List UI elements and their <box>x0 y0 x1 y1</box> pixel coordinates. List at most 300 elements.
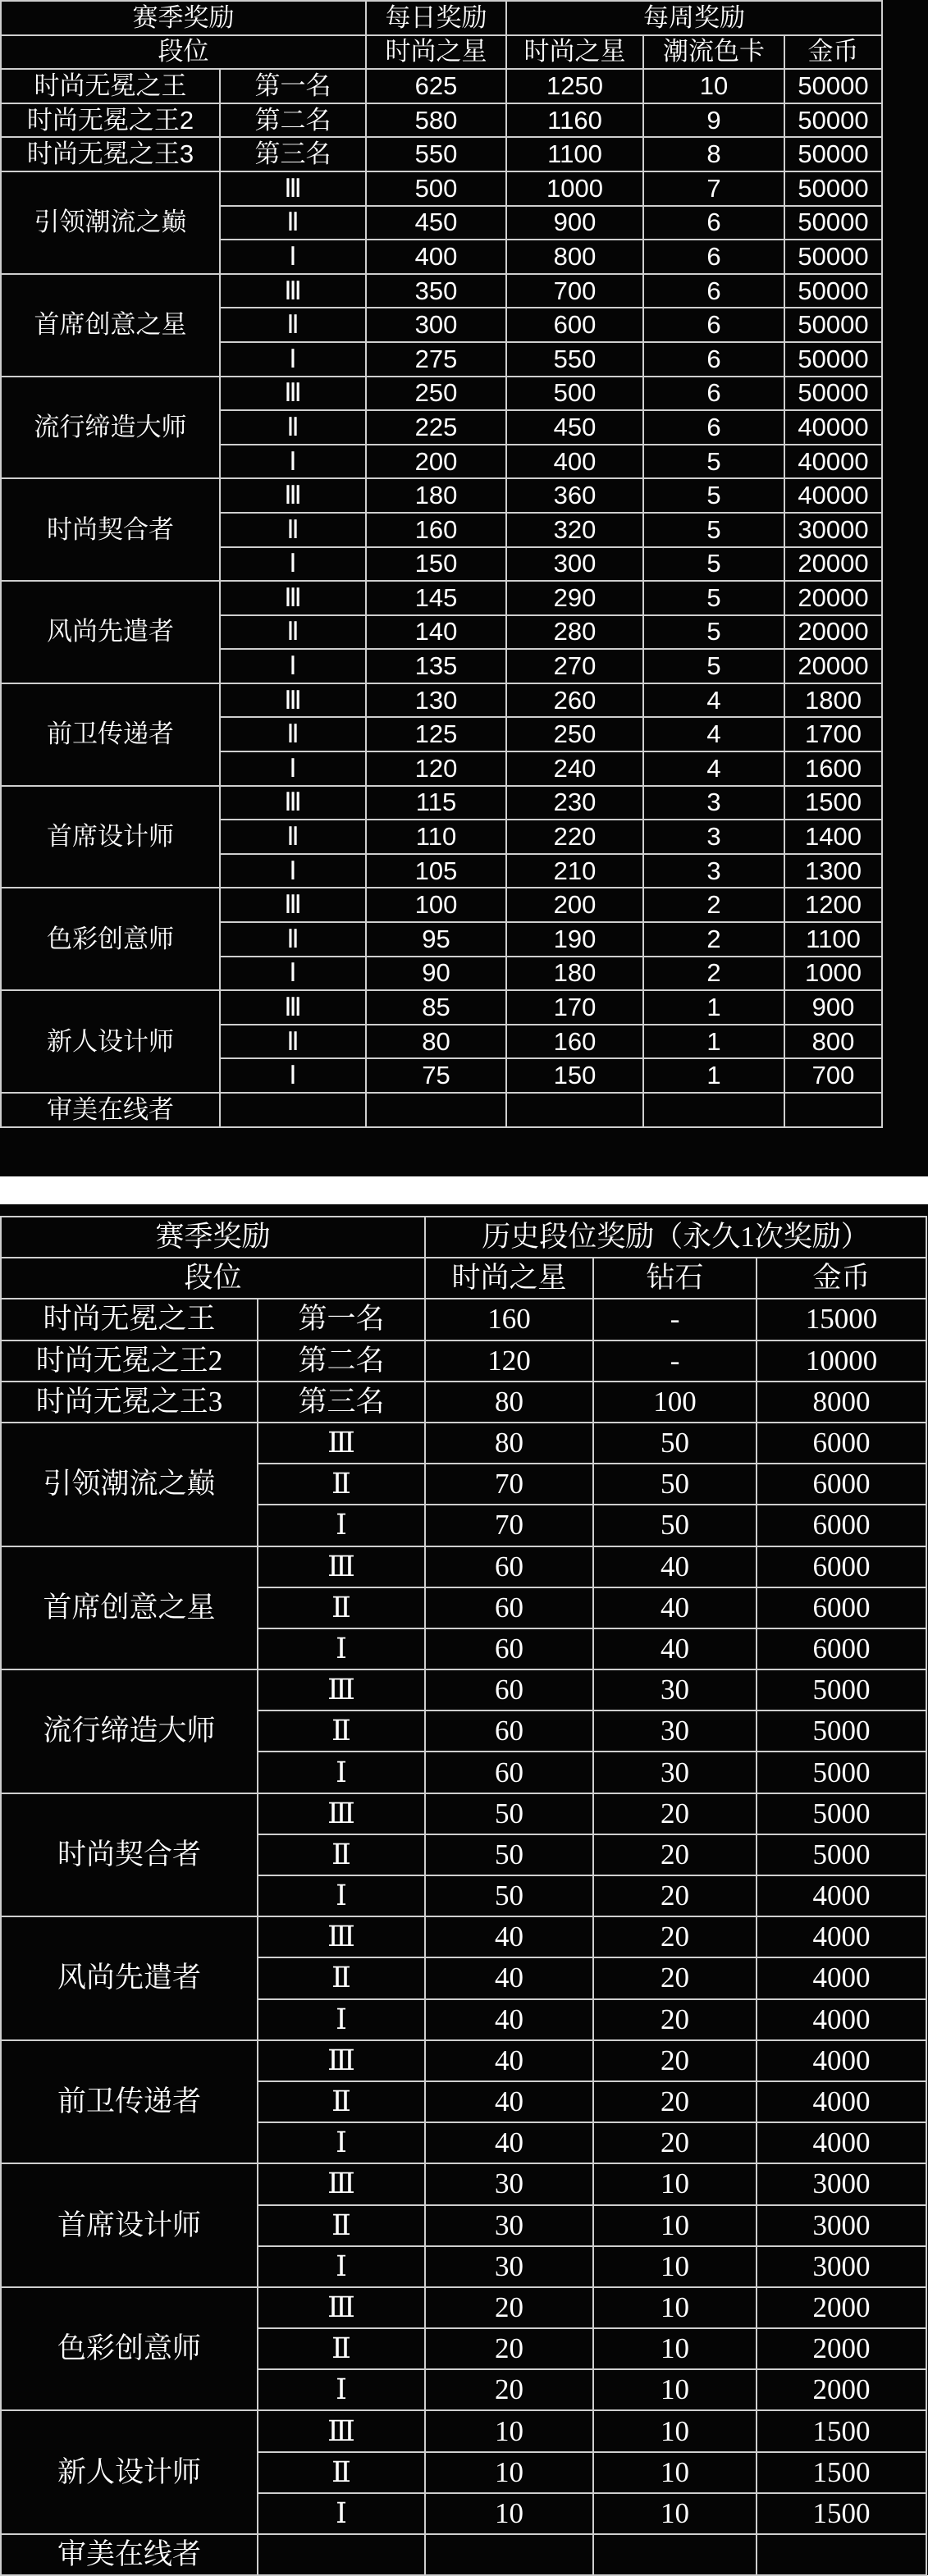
star-cell: 10 <box>425 2410 593 2451</box>
gold-cell: 5000 <box>757 1669 926 1710</box>
color-card-cell: 3 <box>643 820 784 854</box>
gold-cell: 1000 <box>784 957 882 991</box>
tier-header: 段位 <box>1 1258 425 1299</box>
tier-name-cell: 新人设计师 <box>1 990 220 1093</box>
diamond-cell: 10 <box>593 2493 757 2534</box>
daily-star-cell: 145 <box>366 581 506 615</box>
daily-star-cell: 135 <box>366 649 506 683</box>
weekly-star-cell: 230 <box>506 786 643 820</box>
diamond-cell: 10 <box>593 2205 757 2246</box>
star-cell: 30 <box>425 2163 593 2204</box>
gold-cell: 3000 <box>757 2246 926 2287</box>
level-cell: Ⅲ <box>258 1916 425 1957</box>
color-card-cell: 9 <box>643 103 784 138</box>
tier-level-row <box>1 990 882 1025</box>
diamond-cell: 20 <box>593 2081 757 2122</box>
diamond-cell: - <box>593 1341 757 1382</box>
gold-cell: 5000 <box>757 1710 926 1752</box>
star-cell: 50 <box>425 1834 593 1875</box>
gold-cell: 10000 <box>757 1341 926 1382</box>
gold-cell: 4000 <box>757 1916 926 1957</box>
gold-cell: 4000 <box>757 1875 926 1916</box>
daily-star-cell: 80 <box>366 1025 506 1059</box>
diamond-cell: 100 <box>593 1382 757 1423</box>
tier-level-row <box>1 2410 926 2451</box>
diamond-cell: 10 <box>593 2452 757 2493</box>
star-cell: 50 <box>425 1793 593 1834</box>
weekly-star-cell: 300 <box>506 547 643 582</box>
gold-cell: 5000 <box>757 1793 926 1834</box>
level-cell: Ⅱ <box>258 2452 425 2493</box>
daily-star-cell: 350 <box>366 274 506 308</box>
gold-cell: 1400 <box>784 820 882 854</box>
star-cell: 70 <box>425 1505 593 1546</box>
diamond-cell: 30 <box>593 1669 757 1710</box>
level-cell: Ⅲ <box>220 581 366 615</box>
daily-star-cell: 250 <box>366 377 506 411</box>
star-cell: 70 <box>425 1464 593 1505</box>
color-card-cell: 4 <box>643 717 784 751</box>
weekly-star-cell: 220 <box>506 820 643 854</box>
gold-cell: 900 <box>784 990 882 1025</box>
rank-cell: 第二名 <box>258 1341 425 1382</box>
tier-name-cell: 时尚无冕之王 <box>1 69 220 103</box>
tier-name-cell: 时尚契合者 <box>1 478 220 581</box>
gold-cell: 6000 <box>757 1587 926 1628</box>
tier-name-cell: 审美在线者 <box>1 1093 220 1127</box>
level-cell: Ⅰ <box>220 1058 366 1093</box>
level-cell: Ⅲ <box>220 888 366 922</box>
color-card-cell: 5 <box>643 445 784 479</box>
level-cell: Ⅰ <box>220 547 366 582</box>
color-card-cell: 5 <box>643 581 784 615</box>
tier-name-cell: 首席创意之星 <box>1 274 220 377</box>
daily-star-cell: 140 <box>366 615 506 650</box>
level-cell: Ⅱ <box>258 1587 425 1628</box>
diamond-cell: 10 <box>593 2287 757 2328</box>
weekly-star-cell: 800 <box>506 240 643 274</box>
weekly-star-cell: 250 <box>506 717 643 751</box>
level-cell: Ⅰ <box>258 1999 425 2040</box>
level-cell: Ⅲ <box>258 2410 425 2451</box>
color-card-cell: 5 <box>643 513 784 547</box>
level-cell: Ⅰ <box>258 2369 425 2410</box>
weekly-star-cell: 160 <box>506 1025 643 1059</box>
gold-cell: 1500 <box>757 2410 926 2451</box>
tier-name-cell: 时尚无冕之王3 <box>1 1382 258 1423</box>
gold-cell: 4000 <box>757 2122 926 2163</box>
diamond-cell: 40 <box>593 1628 757 1669</box>
diamond-cell: 40 <box>593 1546 757 1587</box>
gold-cell: 1500 <box>757 2493 926 2534</box>
tier-name-cell: 首席创意之星 <box>1 1546 258 1670</box>
level-cell: Ⅱ <box>220 615 366 650</box>
daily-weekly-reward-panel <box>0 0 928 1176</box>
diamond-cell: 20 <box>593 2122 757 2163</box>
top-rank-row <box>1 1299 926 1340</box>
tier-name-cell: 审美在线者 <box>1 2534 258 2575</box>
tier-name-cell: 风尚先遣者 <box>1 581 220 683</box>
weekly-star-cell: 1000 <box>506 171 643 206</box>
daily-reward-header: 每日奖励 <box>366 1 506 35</box>
gold-cell: 50000 <box>784 171 882 206</box>
level-cell: Ⅲ <box>220 274 366 308</box>
gold-cell: 40000 <box>784 445 882 479</box>
color-card-cell: 1 <box>643 990 784 1025</box>
daily-star-cell: 275 <box>366 342 506 377</box>
daily-star-cell: 85 <box>366 990 506 1025</box>
star-cell: 60 <box>425 1628 593 1669</box>
level-cell: Ⅰ <box>258 2122 425 2163</box>
weekly-star-cell: 200 <box>506 888 643 922</box>
tier-header: 段位 <box>1 35 366 70</box>
tier-name-cell: 色彩创意师 <box>1 888 220 990</box>
star-cell: 40 <box>425 1916 593 1957</box>
star-cell: 60 <box>425 1546 593 1587</box>
tier-level-row <box>1 274 882 308</box>
level-cell: Ⅱ <box>258 2328 425 2369</box>
star-cell: 60 <box>425 1752 593 1793</box>
color-card-cell: 1 <box>643 1025 784 1059</box>
weekly-star-cell: 290 <box>506 581 643 615</box>
daily-star-cell: 110 <box>366 820 506 854</box>
gold-cell: 20000 <box>784 547 882 582</box>
tier-name-cell: 首席设计师 <box>1 2163 258 2287</box>
gold-cell: 6000 <box>757 1505 926 1546</box>
tier-name-cell: 时尚无冕之王2 <box>1 103 220 138</box>
top-rank-row <box>1 1341 926 1382</box>
tier-name-cell: 引领潮流之巅 <box>1 171 220 274</box>
gold-cell: 5000 <box>757 1834 926 1875</box>
color-card-cell: 6 <box>643 377 784 411</box>
diamond-cell: 20 <box>593 1916 757 1957</box>
diamond-cell: 10 <box>593 2328 757 2369</box>
tier-level-row <box>1 1546 926 1587</box>
level-cell: Ⅰ <box>258 2493 425 2534</box>
diamond-cell: 30 <box>593 1710 757 1752</box>
gold-cell: 50000 <box>784 274 882 308</box>
star-cell: 40 <box>425 2122 593 2163</box>
diamond-cell: 20 <box>593 1793 757 1834</box>
gold-cell: 15000 <box>757 1299 926 1340</box>
gold-cell: 700 <box>784 1058 882 1093</box>
daily-star-cell: 400 <box>366 240 506 274</box>
level-cell: Ⅰ <box>220 957 366 991</box>
tier-level-row <box>1 1916 926 1957</box>
weekly-star-header: 时尚之星 <box>506 35 643 70</box>
gold-cell: 1500 <box>757 2452 926 2493</box>
weekly-star-cell: 190 <box>506 922 643 957</box>
header-row-1 <box>1 1 882 35</box>
star-cell: 30 <box>425 2246 593 2287</box>
daily-star-cell: 115 <box>366 786 506 820</box>
level-cell: Ⅱ <box>220 820 366 854</box>
level-cell: Ⅰ <box>258 2246 425 2287</box>
level-cell: Ⅲ <box>258 1423 425 1464</box>
star-cell: 20 <box>425 2287 593 2328</box>
level-cell: Ⅲ <box>220 786 366 820</box>
daily-star-cell: 500 <box>366 171 506 206</box>
level-cell: Ⅱ <box>220 922 366 957</box>
weekly-reward-header: 每周奖励 <box>506 1 882 35</box>
weekly-star-cell: 700 <box>506 274 643 308</box>
diamond-cell: 20 <box>593 1957 757 1998</box>
diamond-cell: 50 <box>593 1505 757 1546</box>
gold-cell: 1200 <box>784 888 882 922</box>
gold-cell: 1800 <box>784 683 882 718</box>
diamond-cell: 30 <box>593 1752 757 1793</box>
star-cell: 20 <box>425 2369 593 2410</box>
diamond-cell: 20 <box>593 1875 757 1916</box>
color-card-cell: 2 <box>643 888 784 922</box>
color-card-cell: 6 <box>643 410 784 445</box>
level-cell: Ⅱ <box>258 1710 425 1752</box>
level-cell: Ⅲ <box>258 2040 425 2081</box>
season-reward-header: 赛季奖励 <box>1 1 366 35</box>
level-cell: Ⅰ <box>258 1628 425 1669</box>
bottom-tier-row <box>1 2534 926 2575</box>
tier-name-cell: 流行缔造大师 <box>1 377 220 479</box>
diamond-cell: - <box>593 1299 757 1340</box>
level-cell: Ⅱ <box>220 717 366 751</box>
history-reward-table <box>0 1216 927 2576</box>
weekly-star-cell: 210 <box>506 854 643 888</box>
daily-star-cell: 225 <box>366 410 506 445</box>
daily-star-cell: 550 <box>366 137 506 171</box>
gold-cell: 4000 <box>757 2040 926 2081</box>
level-cell: Ⅲ <box>220 683 366 718</box>
color-card-cell: 3 <box>643 786 784 820</box>
star-cell: 40 <box>425 2081 593 2122</box>
gold-header: 金币 <box>784 35 882 70</box>
tier-name-cell: 流行缔造大师 <box>1 1669 258 1793</box>
gold-cell: 6000 <box>757 1423 926 1464</box>
star-cell: 40 <box>425 1957 593 1998</box>
color-card-header: 潮流色卡 <box>643 35 784 70</box>
weekly-star-cell: 600 <box>506 308 643 342</box>
weekly-star-cell: 260 <box>506 683 643 718</box>
weekly-star-cell: 180 <box>506 957 643 991</box>
gold-cell: 4000 <box>757 1957 926 1998</box>
gold-cell: 1500 <box>784 786 882 820</box>
gold-header: 金币 <box>757 1258 926 1299</box>
gold-cell: 40000 <box>784 410 882 445</box>
star-cell: 10 <box>425 2493 593 2534</box>
weekly-star-cell: 550 <box>506 342 643 377</box>
level-cell: Ⅲ <box>258 1669 425 1710</box>
level-cell: Ⅲ <box>220 478 366 513</box>
tier-level-row <box>1 1793 926 1834</box>
rank-cell: 第三名 <box>258 1382 425 1423</box>
color-card-cell: 3 <box>643 854 784 888</box>
color-card-cell: 5 <box>643 615 784 650</box>
tier-name-cell: 前卫传递者 <box>1 683 220 786</box>
level-cell: Ⅲ <box>220 377 366 411</box>
weekly-star-cell: 150 <box>506 1058 643 1093</box>
star-cell: 160 <box>425 1299 593 1340</box>
level-cell: Ⅱ <box>220 410 366 445</box>
daily-star-cell: 130 <box>366 683 506 718</box>
daily-star-header: 时尚之星 <box>366 35 506 70</box>
top-rank-row <box>1 1382 926 1423</box>
rank-cell: 第一名 <box>220 69 366 103</box>
weekly-star-cell: 360 <box>506 478 643 513</box>
gold-cell: 1600 <box>784 751 882 786</box>
color-card-cell: 5 <box>643 478 784 513</box>
level-cell: Ⅲ <box>258 2287 425 2328</box>
level-cell: Ⅲ <box>258 2163 425 2204</box>
level-cell: Ⅰ <box>220 854 366 888</box>
diamond-cell: 40 <box>593 1587 757 1628</box>
weekly-star-cell <box>506 1093 643 1127</box>
top-rank-row <box>1 69 882 103</box>
daily-star-cell: 120 <box>366 751 506 786</box>
level-cell: Ⅱ <box>220 513 366 547</box>
color-card-cell: 6 <box>643 308 784 342</box>
level-cell: Ⅱ <box>220 308 366 342</box>
weekly-star-cell: 1250 <box>506 69 643 103</box>
tier-level-row <box>1 2287 926 2328</box>
bottom-tier-row <box>1 1093 882 1127</box>
tier-level-row <box>1 888 882 922</box>
tier-name-cell: 时尚无冕之王2 <box>1 1341 258 1382</box>
weekly-star-cell: 270 <box>506 649 643 683</box>
level-cell: Ⅰ <box>258 1752 425 1793</box>
daily-star-cell: 95 <box>366 922 506 957</box>
daily-star-cell: 580 <box>366 103 506 138</box>
gold-cell: 2000 <box>757 2328 926 2369</box>
level-cell: Ⅱ <box>258 2205 425 2246</box>
star-cell: 20 <box>425 2328 593 2369</box>
daily-star-cell: 90 <box>366 957 506 991</box>
gold-cell: 6000 <box>757 1464 926 1505</box>
history-reward-panel <box>0 1204 928 2575</box>
rank-cell: 第一名 <box>258 1299 425 1340</box>
daily-star-cell: 450 <box>366 206 506 240</box>
color-card-cell: 4 <box>643 683 784 718</box>
tier-name-cell: 时尚无冕之王 <box>1 1299 258 1340</box>
daily-star-cell: 150 <box>366 547 506 582</box>
weekly-star-cell: 320 <box>506 513 643 547</box>
gold-cell: 50000 <box>784 240 882 274</box>
tier-level-row <box>1 581 882 615</box>
tier-level-row <box>1 171 882 206</box>
tier-name-cell: 时尚契合者 <box>1 1793 258 1917</box>
weekly-star-cell: 900 <box>506 206 643 240</box>
tier-level-row <box>1 1669 926 1710</box>
diamond-cell: 20 <box>593 1999 757 2040</box>
gold-cell <box>784 1093 882 1127</box>
color-card-cell: 2 <box>643 922 784 957</box>
daily-star-cell: 100 <box>366 888 506 922</box>
daily-star-cell <box>366 1093 506 1127</box>
gold-cell: 50000 <box>784 206 882 240</box>
level-cell: Ⅰ <box>220 649 366 683</box>
star-cell <box>425 2534 593 2575</box>
star-cell: 30 <box>425 2205 593 2246</box>
diamond-cell <box>593 2534 757 2575</box>
diamond-cell: 50 <box>593 1464 757 1505</box>
color-card-cell: 7 <box>643 171 784 206</box>
gold-cell: 800 <box>784 1025 882 1059</box>
star-cell: 40 <box>425 2040 593 2081</box>
level-cell: Ⅲ <box>258 1546 425 1587</box>
tier-name-cell: 风尚先遣者 <box>1 1916 258 2040</box>
color-card-cell: 10 <box>643 69 784 103</box>
gold-cell: 6000 <box>757 1628 926 1669</box>
gold-cell: 40000 <box>784 478 882 513</box>
star-cell: 10 <box>425 2452 593 2493</box>
daily-star-cell: 300 <box>366 308 506 342</box>
gold-cell: 1300 <box>784 854 882 888</box>
daily-star-cell: 105 <box>366 854 506 888</box>
weekly-star-cell: 280 <box>506 615 643 650</box>
gold-cell: 2000 <box>757 2369 926 2410</box>
weekly-star-cell: 1100 <box>506 137 643 171</box>
gold-cell: 3000 <box>757 2205 926 2246</box>
diamond-cell: 10 <box>593 2246 757 2287</box>
daily-star-cell: 125 <box>366 717 506 751</box>
daily-star-cell: 75 <box>366 1058 506 1093</box>
color-card-cell: 6 <box>643 240 784 274</box>
gold-cell: 20000 <box>784 581 882 615</box>
weekly-star-cell: 500 <box>506 377 643 411</box>
weekly-star-cell: 400 <box>506 445 643 479</box>
gold-cell: 20000 <box>784 649 882 683</box>
gold-cell: 50000 <box>784 103 882 138</box>
tier-name-cell: 首席设计师 <box>1 786 220 888</box>
gold-cell: 50000 <box>784 137 882 171</box>
top-rank-row <box>1 137 882 171</box>
tier-level-row <box>1 2040 926 2081</box>
diamond-cell: 10 <box>593 2369 757 2410</box>
gold-cell: 3000 <box>757 2163 926 2204</box>
diamond-cell: 10 <box>593 2410 757 2451</box>
level-cell: Ⅱ <box>220 206 366 240</box>
diamond-cell: 20 <box>593 2040 757 2081</box>
color-card-cell: 5 <box>643 649 784 683</box>
color-card-cell: 2 <box>643 957 784 991</box>
weekly-star-cell: 1160 <box>506 103 643 138</box>
star-cell: 80 <box>425 1423 593 1464</box>
star-header: 时尚之星 <box>425 1258 593 1299</box>
color-card-cell: 6 <box>643 274 784 308</box>
level-cell: Ⅰ <box>258 1875 425 1916</box>
season-reward-header: 赛季奖励 <box>1 1217 425 1258</box>
tier-name-cell: 引领潮流之巅 <box>1 1423 258 1546</box>
star-cell: 80 <box>425 1382 593 1423</box>
level-cell: Ⅱ <box>258 1464 425 1505</box>
diamond-header: 钻石 <box>593 1258 757 1299</box>
level-cell <box>220 1093 366 1127</box>
color-card-cell: 8 <box>643 137 784 171</box>
level-cell: Ⅲ <box>220 171 366 206</box>
header-row-1 <box>1 1217 926 1258</box>
level-cell <box>258 2534 425 2575</box>
gold-cell: 2000 <box>757 2287 926 2328</box>
star-cell: 120 <box>425 1341 593 1382</box>
star-cell: 40 <box>425 1999 593 2040</box>
gold-cell <box>757 2534 926 2575</box>
tier-level-row <box>1 786 882 820</box>
level-cell: Ⅰ <box>220 751 366 786</box>
gold-cell: 50000 <box>784 308 882 342</box>
tier-name-cell: 色彩创意师 <box>1 2287 258 2411</box>
tier-name-cell: 新人设计师 <box>1 2410 258 2534</box>
rank-cell: 第三名 <box>220 137 366 171</box>
level-cell: Ⅱ <box>258 1957 425 1998</box>
daily-star-cell: 180 <box>366 478 506 513</box>
